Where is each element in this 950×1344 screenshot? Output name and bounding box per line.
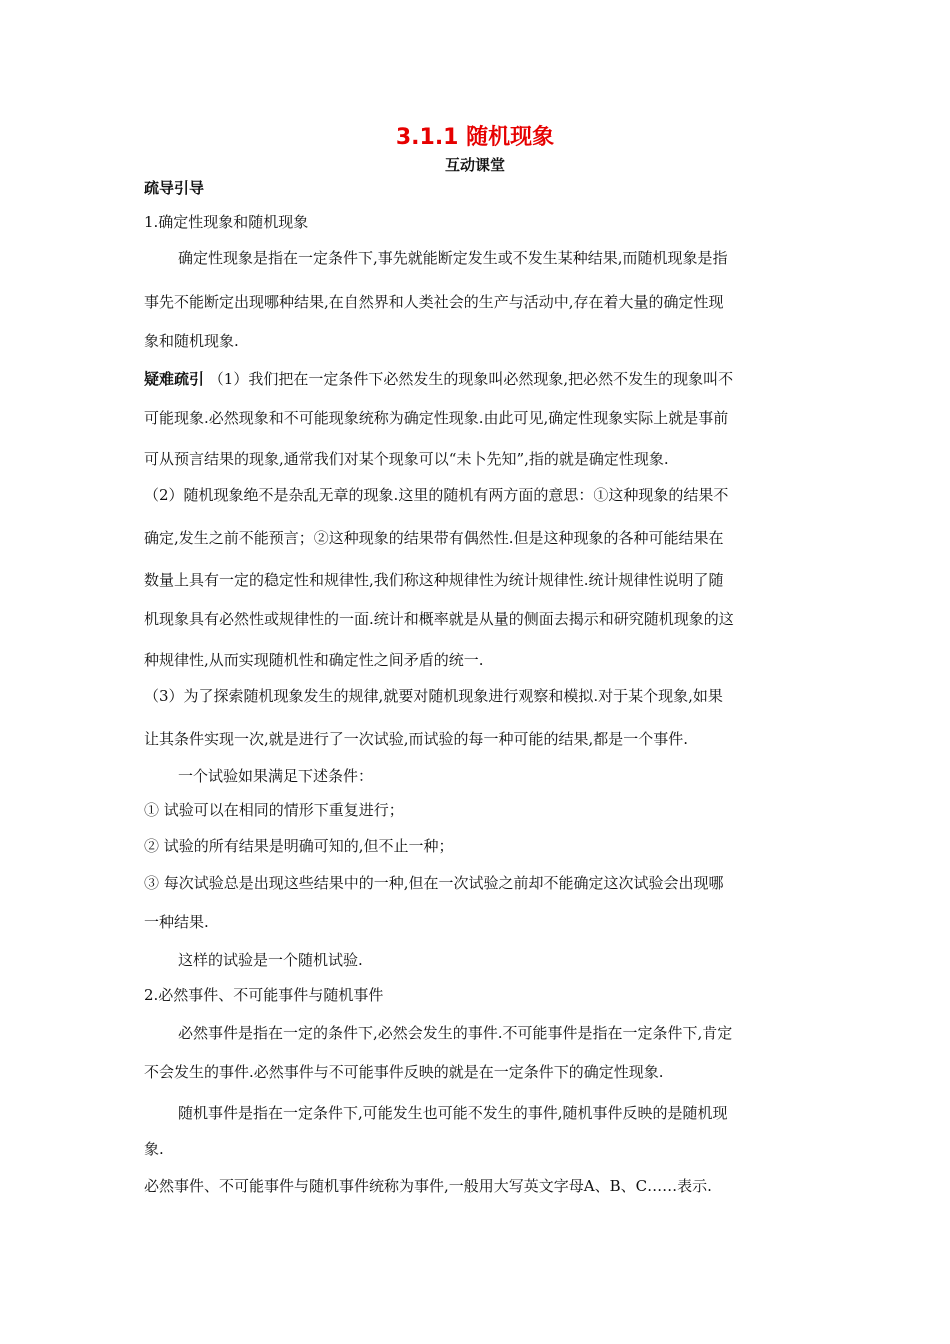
paragraph-line: 事先不能断定出现哪种结果,在自然界和人类社会的生产与活动中,存在着大量的确定性现 [144, 293, 724, 311]
paragraph-line: 可能现象.必然现象和不可能现象统称为确定性现象.由此可见,确定性现象实际上就是事前 [144, 409, 729, 427]
paragraph-line: 象. [144, 1140, 164, 1158]
paragraph-line: 不会发生的事件.必然事件与不可能事件反映的就是在一定条件下的确定性现象. [144, 1063, 664, 1081]
document-title: 3.1.1 随机现象 [395, 125, 555, 150]
paragraph-line: 象和随机现象. [144, 332, 239, 350]
paragraph-line: 1.确定性现象和随机现象 [144, 213, 309, 231]
paragraph-line: 可从预言结果的现象,通常我们对某个现象可以“未卜先知”,指的就是确定性现象. [144, 450, 669, 468]
paragraph-line: 数量上具有一定的稳定性和规律性,我们称这种规律性为统计规律性.统计规律性说明了随 [144, 571, 724, 589]
paragraph-line: 让其条件实现一次,就是进行了一次试验,而试验的每一种可能的结果,都是一个事件. [144, 730, 689, 748]
document-subtitle: 互动课堂 [444, 156, 505, 174]
paragraph-line: 种规律性,从而实现随机性和确定性之间矛盾的统一. [144, 651, 484, 669]
paragraph-line: 必然事件、不可能事件与随机事件统称为事件,一般用大写英文字母A、B、C……表示. [144, 1177, 712, 1195]
paragraph-line: 确定,发生之前不能预言；②这种现象的结果带有偶然性.但是这种现象的各种可能结果在 [144, 529, 724, 547]
paragraph-line: 一种结果. [144, 913, 209, 931]
paragraph-line: （2）随机现象绝不是杂乱无章的现象.这里的随机有两方面的意思：①这种现象的结果不 [144, 486, 729, 504]
section-heading-2: 2.必然事件、不可能事件与随机事件 [144, 986, 384, 1004]
paragraph-line: 必然事件是指在一定的条件下,必然会发生的事件.不可能事件是指在一定条件下,肯定 [178, 1024, 733, 1042]
paragraph-line: 随机事件是指在一定条件下,可能发生也可能不发生的事件,随机事件反映的是随机现 [178, 1104, 728, 1122]
paragraph-line: 这样的试验是一个随机试验. [178, 951, 363, 969]
paragraph-line [144, 369, 814, 389]
paragraph-line: （3）为了探索随机现象发生的规律,就要对随机现象进行观察和模拟.对于某个现象,如果 [144, 687, 723, 705]
paragraph-text: （1）我们把在一定条件下必然发生的现象叫必然现象,把必然不发生的现象叫不 [208, 370, 734, 388]
paragraph-line: 一个试验如果满足下述条件： [178, 767, 374, 785]
paragraph-line: 机现象具有必然性或规律性的一面.统计和概率就是从量的侧面去揭示和研究随机现象的这 [144, 610, 734, 628]
paragraph-line: 确定性现象是指在一定条件下,事先就能断定发生或不发生某种结果,而随机现象是指 [178, 249, 728, 267]
inline-label: 疑难疏引 [144, 370, 205, 388]
list-item: ③ 每次试验总是出现这些结果中的一种,但在一次试验之前却不能确定这次试验会出现哪 [144, 874, 724, 892]
list-item: ① 试验可以在相同的情形下重复进行； [144, 801, 404, 819]
section-heading: 疏导引导 [144, 179, 205, 197]
list-item: ② 试验的所有结果是明确可知的,但不止一种； [144, 837, 454, 855]
